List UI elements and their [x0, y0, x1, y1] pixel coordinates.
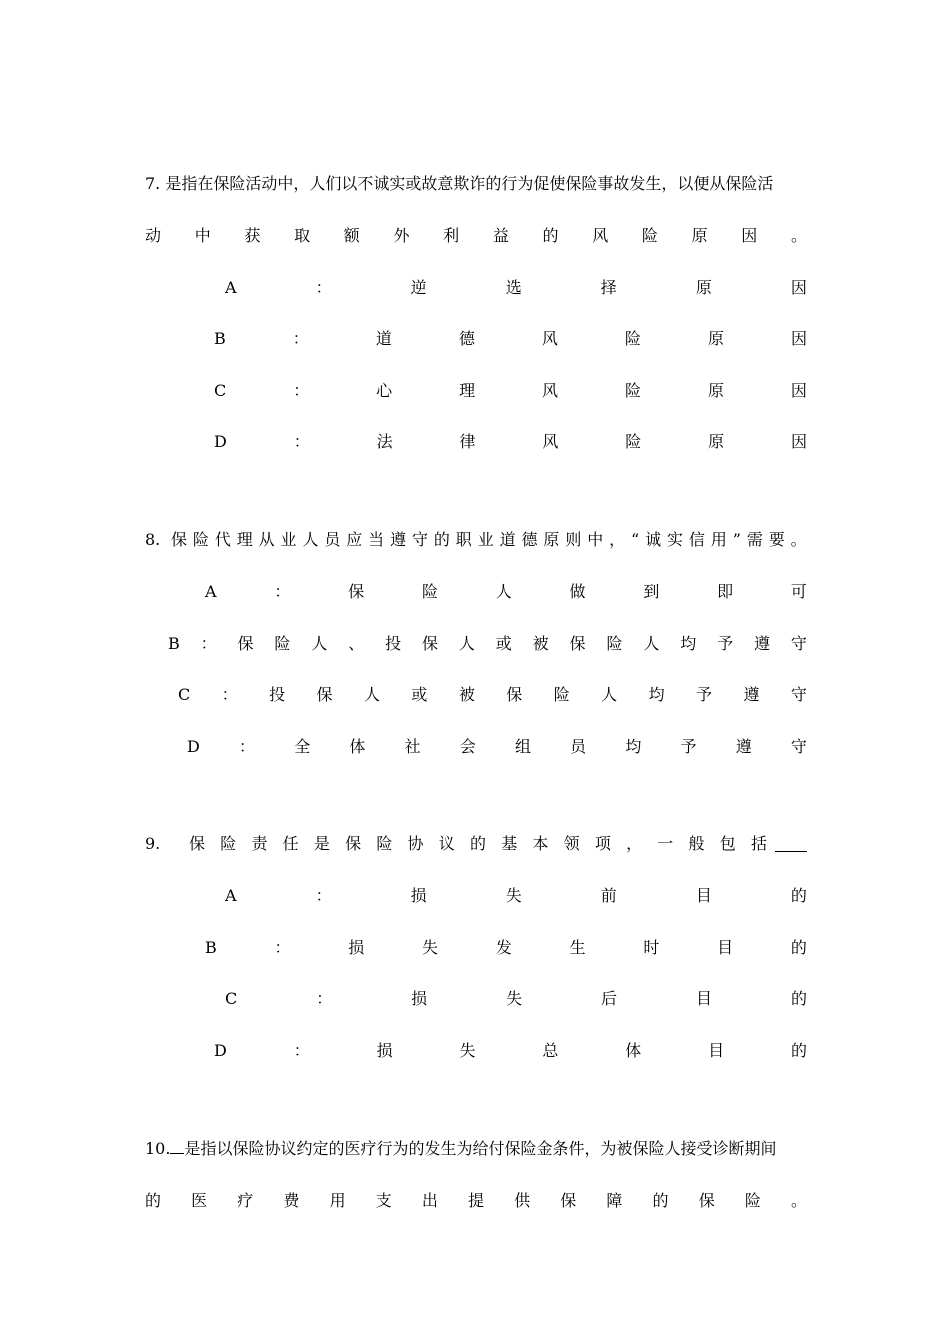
question-8-text-char: 职	[455, 530, 472, 549]
question-8-option-c[interactable]	[178, 681, 807, 709]
question-8-text-char: 业	[280, 530, 297, 549]
question-9-stem	[145, 830, 807, 858]
question-7-option-b[interactable]	[214, 325, 807, 353]
question-8-option-c-char: 均	[648, 685, 665, 704]
question-9-option-a-char: 前	[600, 886, 617, 905]
question-9-text-char: 险	[376, 834, 393, 853]
question-7-option-c-char: 原	[707, 381, 724, 400]
question-10-stem-line-2-char: 保	[698, 1191, 715, 1210]
question-10-answer-blank[interactable]	[170, 1137, 184, 1154]
question-9-option-d-char: D	[214, 1041, 227, 1060]
question-9-number: 9.	[145, 834, 161, 853]
question-9-option-b-char: 时	[643, 938, 660, 957]
question-9-text-char: 项	[594, 834, 611, 853]
question-8-text-char: 信	[688, 530, 705, 549]
question-9-option-c-char: 后	[601, 989, 618, 1008]
question-8-option-b-char: 险	[606, 634, 623, 653]
question-9-text-char: 领	[563, 834, 580, 853]
question-8-text-char: 诚	[645, 530, 662, 549]
question-7-stem-line-2-char: 因	[741, 226, 758, 245]
question-9-option-b-char: 目	[717, 938, 734, 957]
question-8-option-b-char: 予	[717, 634, 734, 653]
question-8-text	[171, 526, 807, 554]
question-8-option-c-char: 被	[458, 685, 475, 704]
question-7-option-d-char: 法	[376, 432, 393, 451]
question-9-option-b[interactable]	[205, 934, 807, 962]
question-9-option-b-char: 失	[422, 938, 439, 957]
question-10-stem-line-2-char: 支	[375, 1191, 392, 1210]
question-8-option-b-char: 被	[532, 634, 549, 653]
question-9-text-char: 是	[313, 834, 330, 853]
question-7-option-b-char: 道	[375, 329, 392, 348]
question-10-stem-line-2-char: 出	[421, 1191, 438, 1210]
question-8-option-a-char: 即	[717, 582, 734, 601]
question-7-option-d-char: 险	[625, 432, 642, 451]
question-7-option-d[interactable]	[214, 428, 807, 456]
question-8-option-c-char: 保	[506, 685, 523, 704]
question-9-option-c[interactable]	[225, 985, 807, 1013]
question-8-option-d-char: 守	[790, 737, 807, 756]
question-8-text-char: 人	[302, 530, 319, 549]
question-8-option-b-char: 守	[790, 634, 807, 653]
question-8-text-char: “	[631, 530, 640, 549]
question-8-option-c-char: 人	[601, 685, 618, 704]
question-8-text-char: 应	[346, 530, 363, 549]
question-7-option-b-char: 原	[707, 329, 724, 348]
question-7-option-c-char: 险	[625, 381, 642, 400]
question-8-option-b-char: 遵	[754, 634, 771, 653]
question-9-option-c-char: 的	[790, 989, 807, 1008]
question-10-stem-line-2-char: 保	[560, 1191, 577, 1210]
question-9-text-char: 包	[719, 834, 736, 853]
question-9-option-a-char: A	[225, 886, 237, 905]
question-8-option-c-char: 予	[696, 685, 713, 704]
question-8-text-char: 则	[565, 530, 582, 549]
question-9-text-char: 一	[657, 834, 674, 853]
question-7-stem-line-2-char: 额	[343, 226, 360, 245]
question-8-option-b-char: 投	[385, 634, 402, 653]
question-9-option-b-char: B	[205, 938, 217, 957]
question-9-option-d-char: 总	[542, 1041, 559, 1060]
question-8-option-c-char: 保	[316, 685, 333, 704]
question-8-option-a-char: 可	[790, 582, 807, 601]
question-7-stem-line-2-char: 动	[145, 226, 162, 245]
question-8-option-c-char: ：	[221, 685, 238, 704]
question-9-option-d-char: 损	[376, 1041, 393, 1060]
question-8-option-a-char: 险	[421, 582, 438, 601]
question-8-text-char: 保	[171, 530, 188, 549]
question-7-option-c-char: ：	[293, 381, 310, 400]
question-9-option-b-char: 发	[495, 938, 512, 957]
question-7-option-a-char: 选	[505, 278, 522, 297]
question-7-stem-line-2	[145, 222, 807, 250]
question-9-option-a-char: 失	[505, 886, 522, 905]
question-8-text-char: 当	[368, 530, 385, 549]
question-7-option-c-char: C	[214, 381, 227, 400]
question-8-option-b-char: 均	[680, 634, 697, 653]
question-8-option-c-char: 守	[790, 685, 807, 704]
question-10-text: 是指以保险协议约定的医疗行为的发生为给付保险金条件，为被保险人接受诊断期间	[184, 1139, 777, 1158]
question-8-text-char: 遵	[390, 530, 407, 549]
question-10-stem-line-1	[145, 1135, 807, 1163]
question-9-text-char: 任	[282, 834, 299, 853]
question-8-option-b-char: 人	[643, 634, 660, 653]
question-8-option-a-char: 到	[643, 582, 660, 601]
question-8-option-b-char: 人	[458, 634, 475, 653]
question-8-option-c-char: 险	[553, 685, 570, 704]
question-8-option-c-char: C	[178, 685, 191, 704]
question-8-number: 8.	[145, 530, 161, 549]
question-8-text-char: 。	[790, 530, 807, 549]
question-9-option-a-char: ：	[315, 886, 332, 905]
question-10-stem-line-2-char: 疗	[237, 1191, 254, 1210]
question-7-option-d-char: 风	[542, 432, 559, 451]
question-8-option-a-char: ：	[274, 582, 291, 601]
question-9-option-b-char: 生	[569, 938, 586, 957]
question-8-option-a-char: A	[205, 582, 217, 601]
question-8-option-d-char: 员	[570, 737, 587, 756]
question-7-stem-line-2-char: 原	[691, 226, 708, 245]
question-9-answer-blank[interactable]	[775, 835, 807, 852]
question-9-option-b-char: 损	[348, 938, 365, 957]
question-8-option-a[interactable]	[205, 578, 807, 606]
question-9-option-c-char: 损	[411, 989, 428, 1008]
question-8-text-char: 德	[521, 530, 538, 549]
question-10-stem-line-2-char: 用	[329, 1191, 346, 1210]
question-8-option-d-char: 体	[349, 737, 366, 756]
question-8-option-b[interactable]	[168, 630, 807, 658]
question-7-text: 是指在保险活动中，人们以不诚实或故意欺诈的行为促使保险事故发生，以便从保险活	[165, 174, 774, 193]
question-10-stem-line-2-char: 险	[744, 1191, 761, 1210]
question-9-option-c-char: 失	[506, 989, 523, 1008]
question-8-text-char: 从	[258, 530, 275, 549]
question-7-option-a-char: 因	[790, 278, 807, 297]
question-7-stem-line-2-char: 中	[194, 226, 211, 245]
question-8-option-d-char: 会	[459, 737, 476, 756]
question-7-option-c[interactable]	[214, 377, 807, 405]
question-8-option-c-char: 或	[411, 685, 428, 704]
question-8-option-d-char: 全	[294, 737, 311, 756]
question-7-option-a-char: A	[225, 278, 237, 297]
question-10-stem-line-2-char: 提	[467, 1191, 484, 1210]
question-7-option-d-char: 因	[790, 432, 807, 451]
question-7-option-d-char: D	[214, 432, 227, 451]
question-9-option-a-char: 目	[695, 886, 712, 905]
question-8-text-char: 员	[324, 530, 341, 549]
question-8-option-b-char: 、	[348, 634, 365, 653]
question-9-text	[189, 830, 767, 858]
question-10-stem-line-2-char: 障	[606, 1191, 623, 1210]
question-9-text-char: 保	[189, 834, 206, 853]
question-9-option-d[interactable]	[214, 1037, 807, 1065]
question-8-text-char: 原	[543, 530, 560, 549]
question-7-option-a-char: 原	[695, 278, 712, 297]
question-8-option-d-char: ：	[239, 737, 256, 756]
question-8-option-d-char: 组	[514, 737, 531, 756]
question-9-option-b-char: ：	[274, 938, 291, 957]
question-7-option-b-char: 风	[541, 329, 558, 348]
question-8-stem	[145, 526, 807, 554]
question-7-option-c-char: 理	[459, 381, 476, 400]
question-7-option-b-char: 险	[624, 329, 641, 348]
question-8-option-d-char: 均	[625, 737, 642, 756]
question-7-stem-line-2-char: 险	[641, 226, 658, 245]
question-8-text-char: 要	[768, 530, 785, 549]
question-10-stem-line-2-char: 费	[283, 1191, 300, 1210]
question-8-option-b-char: 保	[569, 634, 586, 653]
question-9-text-char: 协	[407, 834, 424, 853]
question-8-option-b-char: 人	[311, 634, 328, 653]
question-9-text-char: 保	[345, 834, 362, 853]
question-9-option-c-char: ：	[316, 989, 333, 1008]
question-7-option-b-char: 因	[790, 329, 807, 348]
question-9-option-d-char: 体	[625, 1041, 642, 1060]
question-8-option-b-char: ：	[200, 634, 217, 653]
question-8-option-b-char: 险	[274, 634, 291, 653]
question-9-text-char: 本	[532, 834, 549, 853]
question-7-option-d-char: 原	[708, 432, 725, 451]
question-7-stem-line-2-char: 的	[542, 226, 559, 245]
question-8-text-char: ，	[609, 530, 626, 549]
question-9-option-a-char: 损	[410, 886, 427, 905]
question-8-option-c-char: 遵	[743, 685, 760, 704]
question-9-option-b-char: 的	[790, 938, 807, 957]
question-10-stem-line-2-char: 医	[191, 1191, 208, 1210]
question-9-option-a[interactable]	[225, 882, 807, 910]
question-8-text-char: 业	[477, 530, 494, 549]
question-7-stem-line-2-char: 益	[492, 226, 509, 245]
question-7-option-b-char: 德	[458, 329, 475, 348]
question-10-number: 10.	[145, 1139, 171, 1158]
question-7-option-b-char: ：	[292, 329, 309, 348]
question-7-option-b-char: B	[214, 329, 226, 348]
question-7-option-a-char: 择	[600, 278, 617, 297]
question-8-text-char: 实	[667, 530, 684, 549]
question-10-stem-line-2	[145, 1187, 807, 1215]
question-9-text-char: 责	[251, 834, 268, 853]
question-9-option-d-char: 的	[790, 1041, 807, 1060]
question-7-option-a[interactable]	[225, 274, 807, 302]
question-10-stem-line-2-char: 的	[145, 1191, 162, 1210]
question-8-text-char: 道	[499, 530, 516, 549]
question-8-text-char: 的	[433, 530, 450, 549]
question-10-stem-line-2-char: 供	[514, 1191, 531, 1210]
question-8-option-a-char: 做	[569, 582, 586, 601]
question-9-option-c-char: C	[225, 989, 238, 1008]
question-8-text-char: 理	[236, 530, 253, 549]
question-8-option-b-char: 保	[421, 634, 438, 653]
question-7-option-d-char: 律	[459, 432, 476, 451]
question-7-stem-line-2-char: 利	[443, 226, 460, 245]
question-9-option-d-char: ：	[293, 1041, 310, 1060]
question-8-option-b-char: 保	[237, 634, 254, 653]
question-7-option-c-char: 心	[376, 381, 393, 400]
question-8-text-char: 守	[411, 530, 428, 549]
question-9-option-a-char: 的	[790, 886, 807, 905]
question-8-text-char: 用	[710, 530, 727, 549]
question-8-option-b-char: B	[168, 634, 180, 653]
question-9-text-char: 基	[501, 834, 518, 853]
question-9-text-char: 议	[438, 834, 455, 853]
question-8-text-char: ”	[732, 530, 741, 549]
question-8-option-d-char: 遵	[735, 737, 752, 756]
question-8-option-c-char: 投	[269, 685, 286, 704]
question-9-text-char: 括	[750, 834, 767, 853]
question-7-option-a-char: 逆	[410, 278, 427, 297]
question-7-stem-line-2-char: 取	[294, 226, 311, 245]
question-10-stem-line-2-char: 的	[652, 1191, 669, 1210]
question-8-option-a-char: 人	[495, 582, 512, 601]
question-8-option-d-char: D	[187, 737, 200, 756]
question-7-option-c-char: 因	[790, 381, 807, 400]
question-9-text-char: ，	[626, 834, 643, 853]
question-8-option-d[interactable]	[187, 733, 807, 761]
question-8-option-b-char: 或	[495, 634, 512, 653]
question-7-option-d-char: ：	[293, 432, 310, 451]
question-8-text-char: 需	[746, 530, 763, 549]
question-8-text-char: 险	[192, 530, 209, 549]
question-9-text-char: 的	[469, 834, 486, 853]
question-7-stem-line-2-char: 。	[790, 226, 807, 245]
question-8-option-d-char: 予	[680, 737, 697, 756]
question-7-option-a-char: ：	[315, 278, 332, 297]
question-7-stem-line-2-char: 风	[592, 226, 609, 245]
question-8-text-char: 代	[214, 530, 231, 549]
question-9-text-char: 般	[688, 834, 705, 853]
question-7-number: 7.	[145, 174, 161, 193]
question-8-option-c-char: 人	[363, 685, 380, 704]
question-7-stem-line-2-char: 外	[393, 226, 410, 245]
question-10-stem-line-2-char: 。	[790, 1191, 807, 1210]
question-7-option-c-char: 风	[542, 381, 559, 400]
question-8-option-d-char: 社	[404, 737, 421, 756]
question-8-option-a-char: 保	[348, 582, 365, 601]
question-7-stem-line-2-char: 获	[244, 226, 261, 245]
question-9-option-d-char: 失	[459, 1041, 476, 1060]
question-9-option-d-char: 目	[708, 1041, 725, 1060]
question-7-stem-line-1	[145, 170, 807, 198]
question-8-text-char: 中	[587, 530, 604, 549]
question-9-text-char: 险	[220, 834, 237, 853]
question-9-option-c-char: 目	[696, 989, 713, 1008]
